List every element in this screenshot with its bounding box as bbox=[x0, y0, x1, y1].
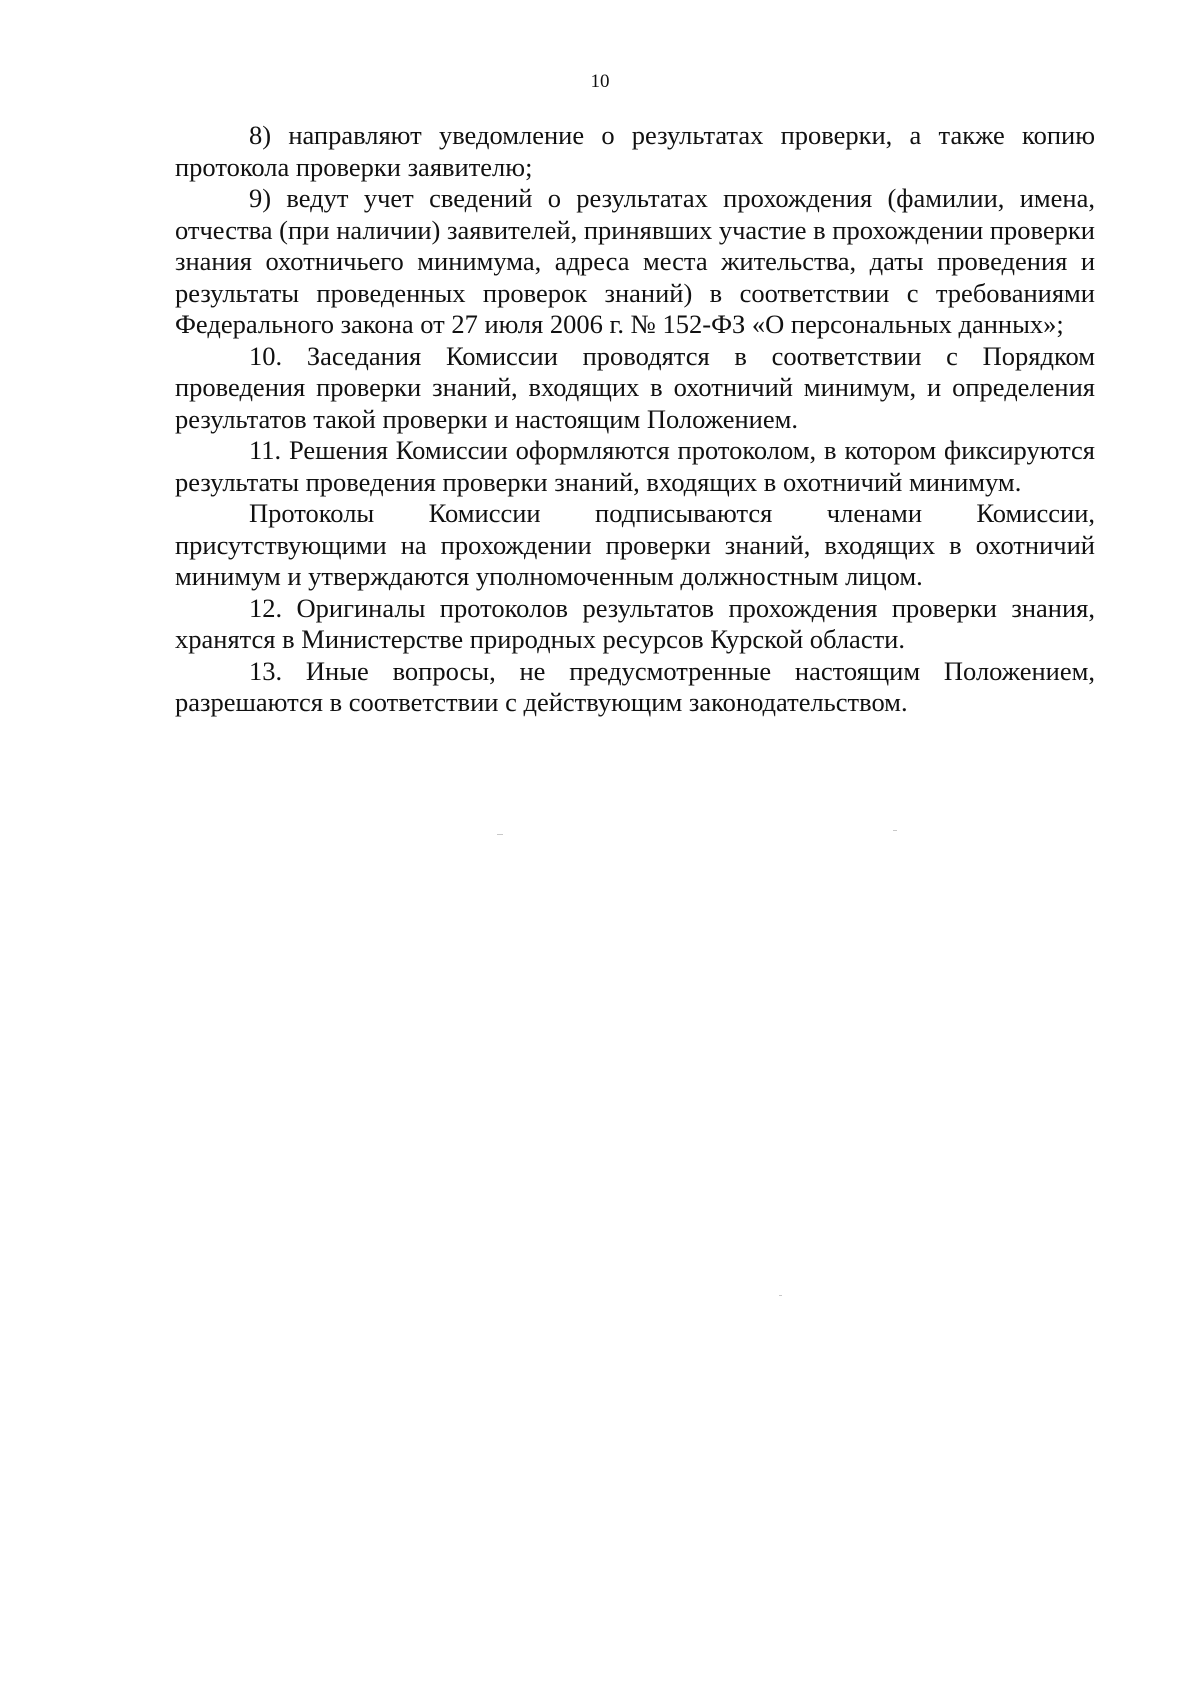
scan-artifact bbox=[779, 1295, 782, 1296]
paragraph-item-8: 8) направляют уведомление о результатах проверки, а также копию протокола проверки заявителю; bbox=[175, 120, 1095, 182]
paragraph-clause-11: 11. Решения Комиссии оформляются протоколом, в котором фиксируются результаты проведения проверки знаний, входящих в охотничий минимум. bbox=[175, 435, 1095, 497]
paragraph-clause-12: 12. Оригиналы протоколов результатов прохождения проверки знания, хранятся в Министерстве природных ресурсов Курской области. bbox=[175, 592, 1095, 654]
page-number: 10 bbox=[590, 71, 610, 92]
scan-artifact bbox=[893, 830, 897, 831]
paragraph-clause-13: 13. Иные вопросы, не предусмотренные настоящим Положением, разрешаются в соответствии с действующим законодательством. bbox=[175, 655, 1095, 717]
paragraph-clause-10: 10. Заседания Комиссии проводятся в соответствии с Порядком проведения проверки знаний, входящих в охотничий минимум, и определения результатов такой проверки и настоящим Положением. bbox=[175, 340, 1095, 434]
paragraph-item-9: 9) ведут учет сведений о результатах прохождения (фамилии, имена, отчества (при наличии) заявителей, принявших участие в прохождении проверки знания охотничьего минимума, адреса места жительства, даты проведения и результаты проведенных проверок знаний) в соответствии с требованиями Федерального закона от 27 июля 2006 г. № 152-ФЗ «О персональных данных»; bbox=[175, 183, 1095, 339]
paragraph-protocols: Протоколы Комиссии подписываются членами Комиссии, присутствующими на прохождении проверки знаний, входящих в охотничий минимум и утверждаются уполномоченным должностным лицом. bbox=[175, 498, 1095, 591]
document-body bbox=[175, 120, 1095, 719]
scan-artifact bbox=[497, 834, 503, 835]
